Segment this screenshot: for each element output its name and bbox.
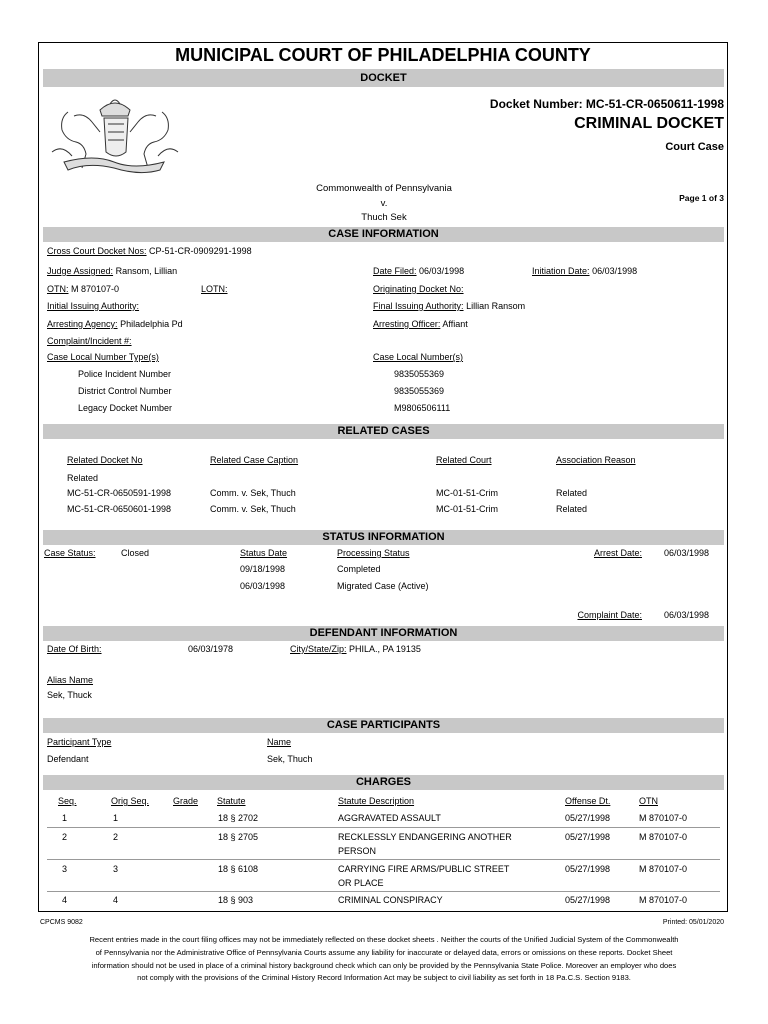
charge-statute-header: Statute — [217, 796, 246, 806]
cross-court-label: Cross Court Docket Nos: — [47, 246, 147, 256]
charge-4-otn: M 870107-0 — [639, 895, 688, 905]
related-court-1: MC-01-51-Crim — [436, 488, 499, 498]
initiation-row — [532, 266, 637, 276]
charge-divider-2 — [47, 859, 720, 860]
related-docket-header: Related Docket No — [67, 455, 143, 465]
charge-3-otn: M 870107-0 — [639, 864, 688, 874]
alias-name-label: Alias Name — [47, 675, 94, 685]
charge-4-desc: CRIMINAL CONSPIRACY — [338, 895, 443, 905]
local-number-2: 9835055369 — [394, 386, 445, 396]
status-date-1: 09/18/1998 — [240, 564, 286, 574]
charge-1-desc: AGGRAVATED ASSAULT — [338, 813, 441, 823]
related-caption-header: Related Case Caption — [210, 455, 299, 465]
charge-3-orig: 3 — [113, 864, 119, 874]
city-value: PHILA., PA 19135 — [349, 644, 421, 654]
arresting-agency-value: Philadelphia Pd — [120, 319, 183, 329]
dob-label: Date Of Birth: — [47, 644, 102, 654]
otn-label: OTN: — [47, 284, 69, 294]
related-reason-1: Related — [556, 488, 588, 498]
case-participants-bar: CASE PARTICIPANTS — [43, 718, 724, 733]
local-type-2: District Control Number — [78, 386, 172, 396]
pennsylvania-seal-icon — [44, 92, 186, 180]
charge-divider-1 — [47, 827, 720, 828]
charge-4-date: 05/27/1998 — [565, 895, 611, 905]
date-filed-row — [373, 266, 464, 276]
local-number-3: M9806506111 — [394, 403, 451, 413]
charge-divider-3 — [47, 891, 720, 892]
charge-1-orig: 1 — [113, 813, 119, 823]
final-authority-label: Final Issuing Authority: — [373, 301, 464, 311]
participant-type-value: Defendant — [47, 754, 89, 764]
processing-status-1: Completed — [337, 564, 381, 574]
participant-name-value: Sek, Thuch — [267, 754, 313, 764]
local-number-1: 9835055369 — [394, 369, 445, 379]
arresting-officer-value: Affiant — [442, 319, 468, 329]
related-group-label: Related — [67, 473, 99, 483]
final-authority-value: Lillian Ransom — [466, 301, 526, 311]
status-information-bar: STATUS INFORMATION — [43, 530, 724, 545]
dob-value: 06/03/1978 — [188, 644, 234, 654]
judge-label: Judge Assigned: — [47, 266, 114, 276]
charge-1-seq: 1 — [62, 813, 68, 823]
otn-value: M 870107-0 — [71, 284, 120, 294]
status-date-header: Status Date — [240, 548, 288, 558]
defendant-information-bar: DEFENDANT INFORMATION — [43, 626, 724, 641]
related-court-2: MC-01-51-Crim — [436, 504, 499, 514]
charge-2-date: 05/27/1998 — [565, 832, 611, 842]
arrest-date-label: Arrest Date: — [593, 548, 642, 558]
cross-court-row — [47, 246, 252, 256]
charge-3-seq: 3 — [62, 864, 68, 874]
arresting-agency-row — [47, 319, 183, 329]
charges-bar: CHARGES — [43, 775, 724, 790]
complaint-date-label: Complaint Date: — [577, 610, 642, 620]
charge-grade-header: Grade — [173, 796, 199, 806]
alias-name-value: Sek, Thuck — [47, 690, 92, 700]
city-row — [290, 644, 421, 654]
charge-4-statute: 18 § 903 — [218, 895, 254, 905]
arresting-officer-label: Arresting Officer: — [373, 319, 441, 329]
charge-otn-header: OTN — [639, 796, 658, 806]
complaint-incident-label: Complaint/Incident #: — [47, 336, 132, 346]
court-title: MUNICIPAL COURT OF PHILADELPHIA COUNTY — [175, 45, 591, 65]
charge-3-date: 05/27/1998 — [565, 864, 611, 874]
local-type-3: Legacy Docket Number — [78, 403, 173, 413]
charge-3-desc: CARRYING FIRE ARMS/PUBLIC STREET — [338, 864, 510, 874]
charge-orig-header: Orig Seq. — [111, 796, 150, 806]
charge-4-orig: 4 — [113, 895, 119, 905]
related-reason-2: Related — [556, 504, 588, 514]
initiation-value: 06/03/1998 — [592, 266, 638, 276]
judge-row — [47, 266, 177, 276]
charge-1-otn: M 870107-0 — [639, 813, 688, 823]
related-cases-bar: RELATED CASES — [43, 424, 724, 439]
charge-desc-header: Statute Description — [338, 796, 415, 806]
originating-docket-label: Originating Docket No: — [373, 284, 464, 294]
otn-row — [47, 284, 119, 294]
docket-number: Docket Number: MC-51-CR-0650611-1998 — [489, 97, 724, 111]
participant-name-header: Name — [267, 737, 292, 747]
case-information-bar: CASE INFORMATION — [43, 227, 724, 242]
charge-2-desc-cont: PERSON — [338, 846, 377, 856]
charge-3-desc-cont: OR PLACE — [338, 878, 384, 888]
lotn-label: LOTN: — [201, 284, 228, 294]
court-case-label: Court Case — [665, 141, 724, 153]
date-filed-value: 06/03/1998 — [419, 266, 465, 276]
related-docket-2: MC-51-CR-0650601-1998 — [67, 504, 172, 514]
judge-value: Ransom, Lillian — [115, 266, 178, 276]
disclaimer-text: Recent entries made in the court filing offices may not be immediately reflected on these docket sheets . Neither the courts of the Unified Judicial System of the Commonwealth of Pennsylvania nor the Administrative Office of Pennsylvania Courts assume any liability for inaccurate or delayed data, errors or omissions on these reports. Docket Sheet information should not be used in place of a criminal history background check which can only be provided by the Pennsylvania State Police. Moreover an employer who does not comply with the provisions of the Criminal History Record Information Act may be subject to civil liability as set forth in 18 Pa.C.S. Section 9183. — [89, 935, 679, 983]
related-caption-1: Comm. v. Sek, Thuch — [210, 488, 296, 498]
caption-versus: v. — [380, 198, 388, 209]
case-status-label: Case Status: — [44, 548, 96, 558]
charge-offense-header: Offense Dt. — [565, 796, 611, 806]
final-authority-row — [373, 301, 525, 311]
processing-status-header: Processing Status — [337, 548, 410, 558]
city-label: City/State/Zip: — [290, 644, 347, 654]
status-date-2: 06/03/1998 — [240, 581, 286, 591]
initial-authority-label: Initial Issuing Authority: — [47, 301, 140, 311]
initiation-label: Initiation Date: — [532, 266, 590, 276]
arresting-officer-row — [373, 319, 468, 329]
charge-3-statute: 18 § 6108 — [218, 864, 259, 874]
processing-status-2: Migrated Case (Active) — [337, 581, 429, 591]
charge-seq-header: Seq. — [58, 796, 77, 806]
cross-court-value: CP-51-CR-0909291-1998 — [149, 246, 252, 256]
arrest-date-value: 06/03/1998 — [664, 548, 710, 558]
page-indicator: Page 1 of 3 — [679, 193, 724, 203]
local-type-1: Police Incident Number — [78, 369, 172, 379]
complaint-date-value: 06/03/1998 — [664, 610, 710, 620]
charge-2-orig: 2 — [113, 832, 119, 842]
caption-plaintiff: Commonwealth of Pennsylvania — [316, 183, 452, 194]
related-docket-1: MC-51-CR-0650591-1998 — [67, 488, 172, 498]
local-number-header: Case Local Number(s) — [373, 352, 464, 362]
charge-2-statute: 18 § 2705 — [218, 832, 259, 842]
charge-2-seq: 2 — [62, 832, 68, 842]
charge-2-desc: RECKLESSLY ENDANGERING ANOTHER — [338, 832, 512, 842]
caption-defendant: Thuch Sek — [361, 212, 407, 223]
related-court-header: Related Court — [436, 455, 492, 465]
date-filed-label: Date Filed: — [373, 266, 417, 276]
arresting-agency-label: Arresting Agency: — [47, 319, 118, 329]
charge-1-statute: 18 § 2702 — [218, 813, 259, 823]
charge-4-seq: 4 — [62, 895, 68, 905]
related-caption-2: Comm. v. Sek, Thuch — [210, 504, 296, 514]
charge-1-date: 05/27/1998 — [565, 813, 611, 823]
participant-type-header: Participant Type — [47, 737, 112, 747]
charge-2-otn: M 870107-0 — [639, 832, 688, 842]
printed-date: Printed: 05/01/2020 — [662, 919, 724, 926]
local-type-header: Case Local Number Type(s) — [47, 352, 159, 362]
form-number: CPCMS 9082 — [40, 919, 83, 926]
case-status-value: Closed — [121, 548, 150, 558]
docket-type: CRIMINAL DOCKET — [574, 115, 724, 132]
docket-bar: DOCKET — [43, 69, 724, 87]
association-reason-header: Association Reason — [556, 455, 636, 465]
